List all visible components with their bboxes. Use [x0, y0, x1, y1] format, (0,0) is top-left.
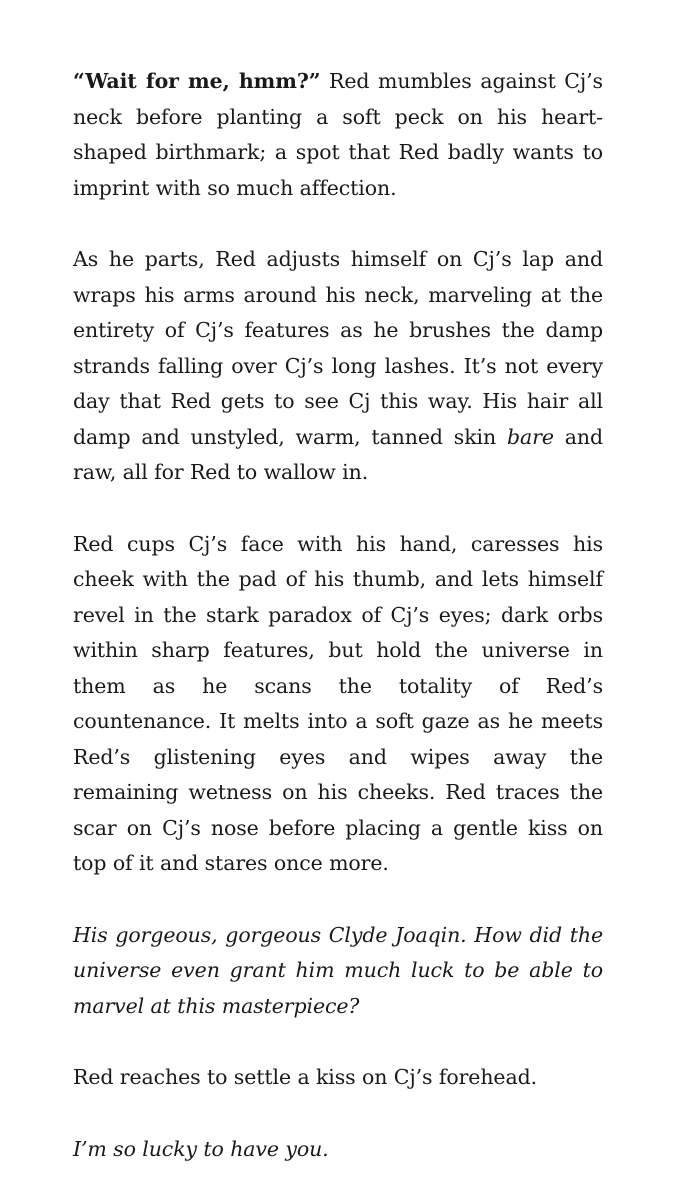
paragraph-6-italic-thought: I’m so lucky to have you. — [73, 1136, 329, 1161]
emphasis-word: bare — [506, 424, 554, 449]
paragraph-2-after: and raw, all for Red to wallow in. — [73, 424, 603, 484]
paragraph-4-italic-thought: His gorgeous, gorgeous Clyde Joaqin. How did the universe even grant him much luck to be able to marvel at this masterpiece? — [73, 922, 603, 1018]
paragraph-1-text: Red mumbles against Cj’s neck before planting a soft peck on his heart-shaped birthmark; a spot that Red badly wants to imprint with so much affection. — [73, 69, 603, 200]
paragraph-2 — [73, 242, 603, 491]
paragraph-1 — [73, 64, 603, 206]
dialogue-bold: “Wait for me, hmm?” — [73, 69, 321, 93]
paragraph-2-before: As he parts, Red adjusts himself on Cj’s lap and wraps his arms around his neck, marveling at the entirety of Cj’s features as he brushes the damp strands falling over Cj’s long lashes. It’s not every day that Red gets to see Cj this way. His hair all damp and unstyled, warm, tanned skin — [73, 247, 603, 449]
paragraph-3: Red cups Cj’s face with his hand, caresses his cheek with the pad of his thumb, and lets himself revel in the stark paradox of Cj’s eyes; dark orbs within sharp features, but hold the universe in them as he scans the totality of Red’s countenance. It melts into a soft gaze as he meets Red’s glistening eyes and wipes away the remaining wetness on his cheeks. Red traces the scar on Cj’s nose before placing a gentle kiss on top of it and stares once more. — [73, 531, 603, 875]
story-page — [73, 64, 603, 1203]
paragraph-5: Red reaches to settle a kiss on Cj’s forehead. — [73, 1065, 538, 1089]
